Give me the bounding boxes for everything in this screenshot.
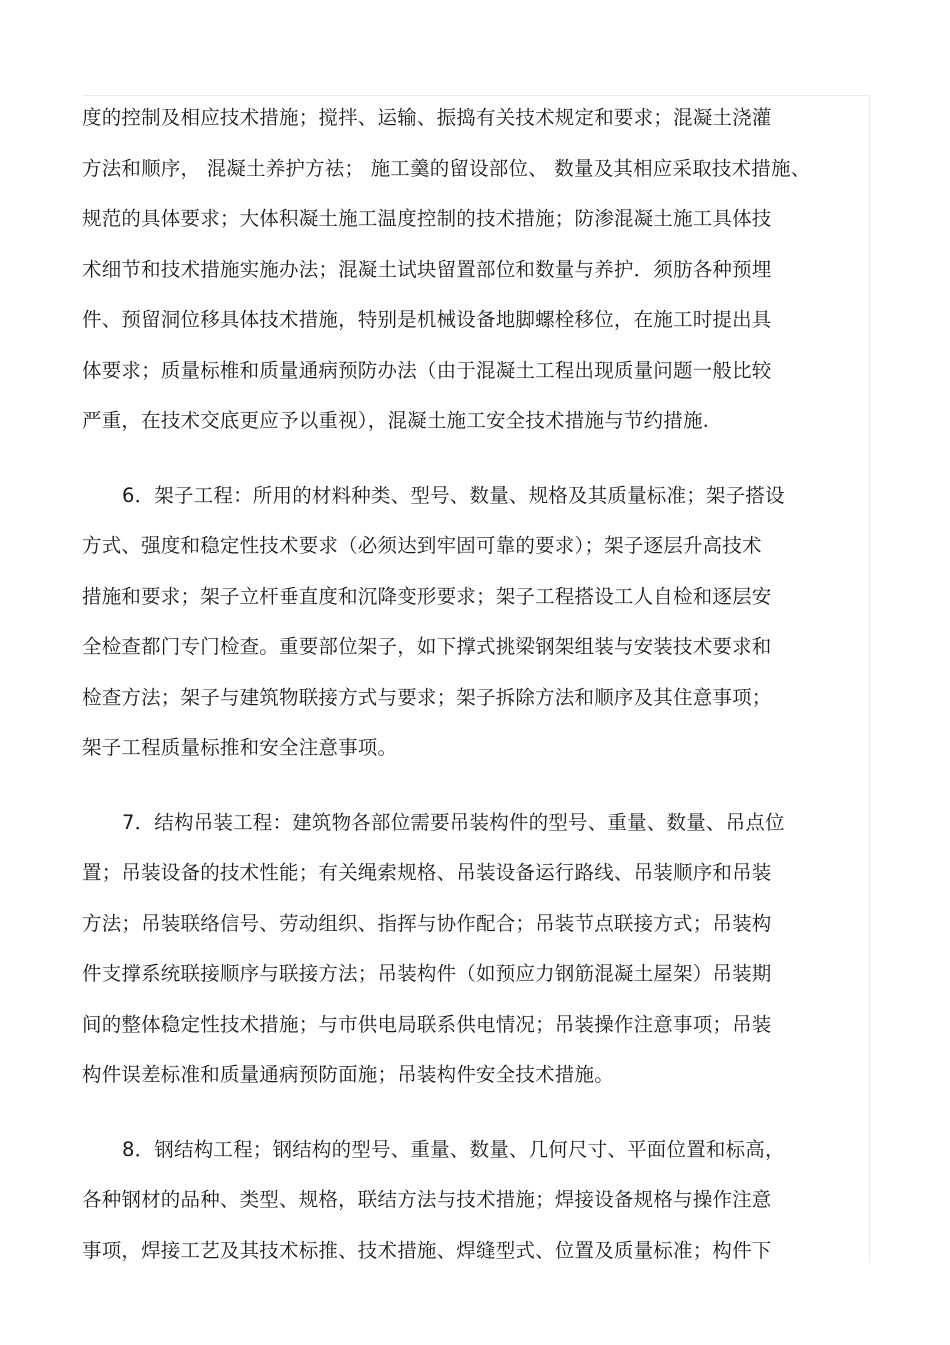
text-line: 度的控制及相应技术措施；搅拌、运输、振捣有关技术规定和要求；混凝土浇灌 <box>82 106 772 129</box>
text-line: 件支撑系统联接顺序与联接方法；吊装构件（如预应力钢筋混凝土屋架）吊装期 <box>82 962 772 985</box>
text-line: 措施和要求；架子立杆垂直度和沉降变形要求；架子工程搭设工人自检和逐层安 <box>82 584 772 608</box>
paragraph-concrete <box>82 100 862 454</box>
text-line: 构件误差标准和质量通病预防面施；吊装构件安全技术措施。 <box>82 1063 614 1086</box>
text-line: 7．结构吊装工程：建筑物各部位需要吊装构件的型号、重量、数量、吊点位 <box>122 810 785 834</box>
text-line: 间的整体稳定性技术措施；与市供电局联系供电情况；吊装操作注意事项；吊装 <box>82 1012 772 1036</box>
text-line: 事项，焊接工艺及其技术标推、技术措施、焊缝型式、位置及质量标准；构件下 <box>82 1238 772 1262</box>
page-border-top <box>83 95 870 96</box>
paragraph-scaffolding <box>82 478 862 781</box>
text-line: 各种钢材的品种、类型、规格，联结方法与技术措施；焊接设备规格与操作注意 <box>82 1188 772 1211</box>
text-line: 置；吊装设备的技术性能；有关绳索规格、吊装设备运行路线、吊装顺序和吊装 <box>82 861 772 884</box>
paragraph-spacer <box>82 781 862 805</box>
text-line: 术细节和技术措施实施办法；混凝土试块留置部位和数量与养护．须肪各种预埋 <box>82 257 772 281</box>
text-line: 8．钢结构工程；钢结构的型号、重量、数量、几何尺寸、平面位置和标高， <box>122 1137 785 1161</box>
text-line: 方法；吊装联络信号、劳动组织、指挥与协作配合；吊装节点联接方式；吊装构 <box>82 911 772 935</box>
text-line: 全检查都门专门检查。重要部位架子，如下撑式挑梁钢架组装与安装技术要求和 <box>82 635 772 658</box>
paragraph-spacer <box>82 454 862 478</box>
text-line: 方式、强度和稳定性技术要求（必须达到牢固可靠的要求）；架子逐层升高技术 <box>82 534 762 557</box>
text-line: 检查方法；架子与建筑物联接方式与要求；架子拆除方法和顺序及其住意事项； <box>82 685 772 709</box>
paragraph-steel-structure <box>82 1132 862 1284</box>
paragraph-spacer <box>82 1108 862 1132</box>
text-line: 方法和顺序， 混凝土养护方祛； 施工羹的留设部位、 数量及其相应采取技术措施、 <box>82 156 811 180</box>
text-line: 体要求；质量标椎和质量通病预防办法（由于混凝土工程出现质量问题一般比较 <box>82 358 772 382</box>
text-line: 6．架子工程：所用的材料种类、型号、数量、规格及其质量标准；架子搭设 <box>122 483 785 507</box>
text-line: 严重，在技术交底更应予以重视），混凝土施工安全技术措施与节约措施. <box>82 409 710 432</box>
text-line: 规范的具体要求；大体积凝土施工温度控制的技术措施；防渗混凝土施工具体技 <box>82 207 772 230</box>
text-line: 件、预留洞位移具体技术措施，特别是机械设备地脚螺栓移位，在施工时提出具 <box>82 308 772 331</box>
text-line: 架子工程质量标推和安全注意事项。 <box>82 736 398 759</box>
document-body <box>82 100 862 1283</box>
page-border-right <box>869 95 870 1263</box>
paragraph-structural-lifting <box>82 805 862 1108</box>
